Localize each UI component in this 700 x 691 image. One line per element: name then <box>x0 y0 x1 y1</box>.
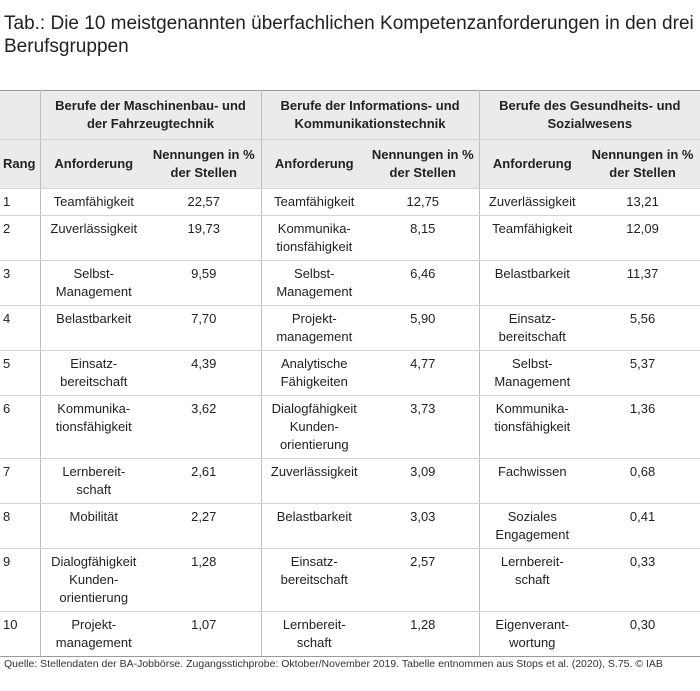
table-row <box>0 396 700 459</box>
requirement-cell: Einsatz- bereitschaft <box>479 306 585 351</box>
group-header-health: Berufe des Gesundheits- und Sozialwesens <box>479 91 700 140</box>
percentage-cell: 2,61 <box>147 459 261 504</box>
rang-cell: 8 <box>0 504 40 549</box>
rang-cell: 5 <box>0 351 40 396</box>
requirement-cell: Belastbarkeit <box>261 504 367 549</box>
rang-cell: 4 <box>0 306 40 351</box>
competency-table <box>0 90 700 657</box>
table-row <box>0 459 700 504</box>
table-row <box>0 549 700 612</box>
table-row <box>0 612 700 657</box>
percentage-cell: 3,03 <box>367 504 479 549</box>
requirement-cell: Selbst- Management <box>479 351 585 396</box>
column-header-row <box>0 140 700 189</box>
source-note: Quelle: Stellendaten der BA-Jobbörse. Zugangsstichprobe: Oktober/November 2019. Tabelle entnommen aus Stops et al. (2020), S.75. © IAB <box>4 658 663 670</box>
percentage-cell: 4,39 <box>147 351 261 396</box>
nennungen-header-1: Nennungen in % der Stellen <box>147 140 261 189</box>
percentage-cell: 0,33 <box>585 549 700 612</box>
nennungen-header-2: Nennungen in % der Stellen <box>367 140 479 189</box>
percentage-cell: 1,28 <box>147 549 261 612</box>
percentage-cell: 0,30 <box>585 612 700 657</box>
table-row <box>0 261 700 306</box>
table-title: Tab.: Die 10 meistgenannten überfachlichen Kompetenzanforderungen in den drei Berufsgruppen <box>4 13 694 57</box>
percentage-cell: 0,68 <box>585 459 700 504</box>
requirement-cell: Lernbereit- schaft <box>479 549 585 612</box>
requirement-cell: Projekt- management <box>261 306 367 351</box>
requirement-cell: Dialogfähigkeit Kunden- orientierung <box>40 549 147 612</box>
anforderung-header-1: Anforderung <box>40 140 147 189</box>
requirement-cell: Fachwissen <box>479 459 585 504</box>
percentage-cell: 5,56 <box>585 306 700 351</box>
percentage-cell: 12,09 <box>585 216 700 261</box>
percentage-cell: 19,73 <box>147 216 261 261</box>
table-row <box>0 351 700 396</box>
requirement-cell: Zuverlässigkeit <box>479 189 585 216</box>
rang-cell: 10 <box>0 612 40 657</box>
rang-cell: 2 <box>0 216 40 261</box>
percentage-cell: 2,27 <box>147 504 261 549</box>
anforderung-header-2: Anforderung <box>261 140 367 189</box>
percentage-cell: 5,90 <box>367 306 479 351</box>
requirement-cell: Kommunika- tionsfähigkeit <box>40 396 147 459</box>
percentage-cell: 1,28 <box>367 612 479 657</box>
requirement-cell: Teamfähigkeit <box>479 216 585 261</box>
requirement-cell: Dialogfähigkeit Kunden- orientierung <box>261 396 367 459</box>
rang-cell: 1 <box>0 189 40 216</box>
requirement-cell: Kommunika- tionsfähigkeit <box>261 216 367 261</box>
requirement-cell: Eigenverant- wortung <box>479 612 585 657</box>
requirement-cell: Zuverlässigkeit <box>40 216 147 261</box>
percentage-cell: 9,59 <box>147 261 261 306</box>
anforderung-header-3: Anforderung <box>479 140 585 189</box>
requirement-cell: Einsatz- bereitschaft <box>261 549 367 612</box>
percentage-cell: 22,57 <box>147 189 261 216</box>
rang-cell: 6 <box>0 396 40 459</box>
requirement-cell: Selbst- Management <box>261 261 367 306</box>
percentage-cell: 7,70 <box>147 306 261 351</box>
percentage-cell: 12,75 <box>367 189 479 216</box>
requirement-cell: Analytische Fähigkeiten <box>261 351 367 396</box>
nennungen-header-3: Nennungen in % der Stellen <box>585 140 700 189</box>
percentage-cell: 1,07 <box>147 612 261 657</box>
percentage-cell: 13,21 <box>585 189 700 216</box>
percentage-cell: 3,62 <box>147 396 261 459</box>
corner-cell <box>0 91 40 140</box>
percentage-cell: 3,09 <box>367 459 479 504</box>
percentage-cell: 0,41 <box>585 504 700 549</box>
group-header-it: Berufe der Informations- und Kommunikationstechnik <box>261 91 479 140</box>
requirement-cell: Teamfähigkeit <box>40 189 147 216</box>
table-row <box>0 216 700 261</box>
group-header-mechanical: Berufe der Maschinenbau- und der Fahrzeugtechnik <box>40 91 261 140</box>
requirement-cell: Lernbereit- schaft <box>261 612 367 657</box>
requirement-cell: Teamfähigkeit <box>261 189 367 216</box>
percentage-cell: 3,73 <box>367 396 479 459</box>
percentage-cell: 6,46 <box>367 261 479 306</box>
percentage-cell: 1,36 <box>585 396 700 459</box>
requirement-cell: Einsatz- bereitschaft <box>40 351 147 396</box>
rang-cell: 7 <box>0 459 40 504</box>
group-header-row <box>0 91 700 140</box>
requirement-cell: Belastbarkeit <box>479 261 585 306</box>
table-row <box>0 189 700 216</box>
requirement-cell: Mobilität <box>40 504 147 549</box>
requirement-cell: Belastbarkeit <box>40 306 147 351</box>
percentage-cell: 4,77 <box>367 351 479 396</box>
table-row <box>0 504 700 549</box>
requirement-cell: Selbst- Management <box>40 261 147 306</box>
table-row <box>0 306 700 351</box>
percentage-cell: 2,57 <box>367 549 479 612</box>
percentage-cell: 11,37 <box>585 261 700 306</box>
percentage-cell: 5,37 <box>585 351 700 396</box>
requirement-cell: Lernbereit- schaft <box>40 459 147 504</box>
percentage-cell: 8,15 <box>367 216 479 261</box>
rang-header: Rang <box>0 140 40 189</box>
rang-cell: 3 <box>0 261 40 306</box>
requirement-cell: Kommunika- tionsfähigkeit <box>479 396 585 459</box>
requirement-cell: Projekt- management <box>40 612 147 657</box>
requirement-cell: Zuverlässigkeit <box>261 459 367 504</box>
requirement-cell: Soziales Engagement <box>479 504 585 549</box>
rang-cell: 9 <box>0 549 40 612</box>
